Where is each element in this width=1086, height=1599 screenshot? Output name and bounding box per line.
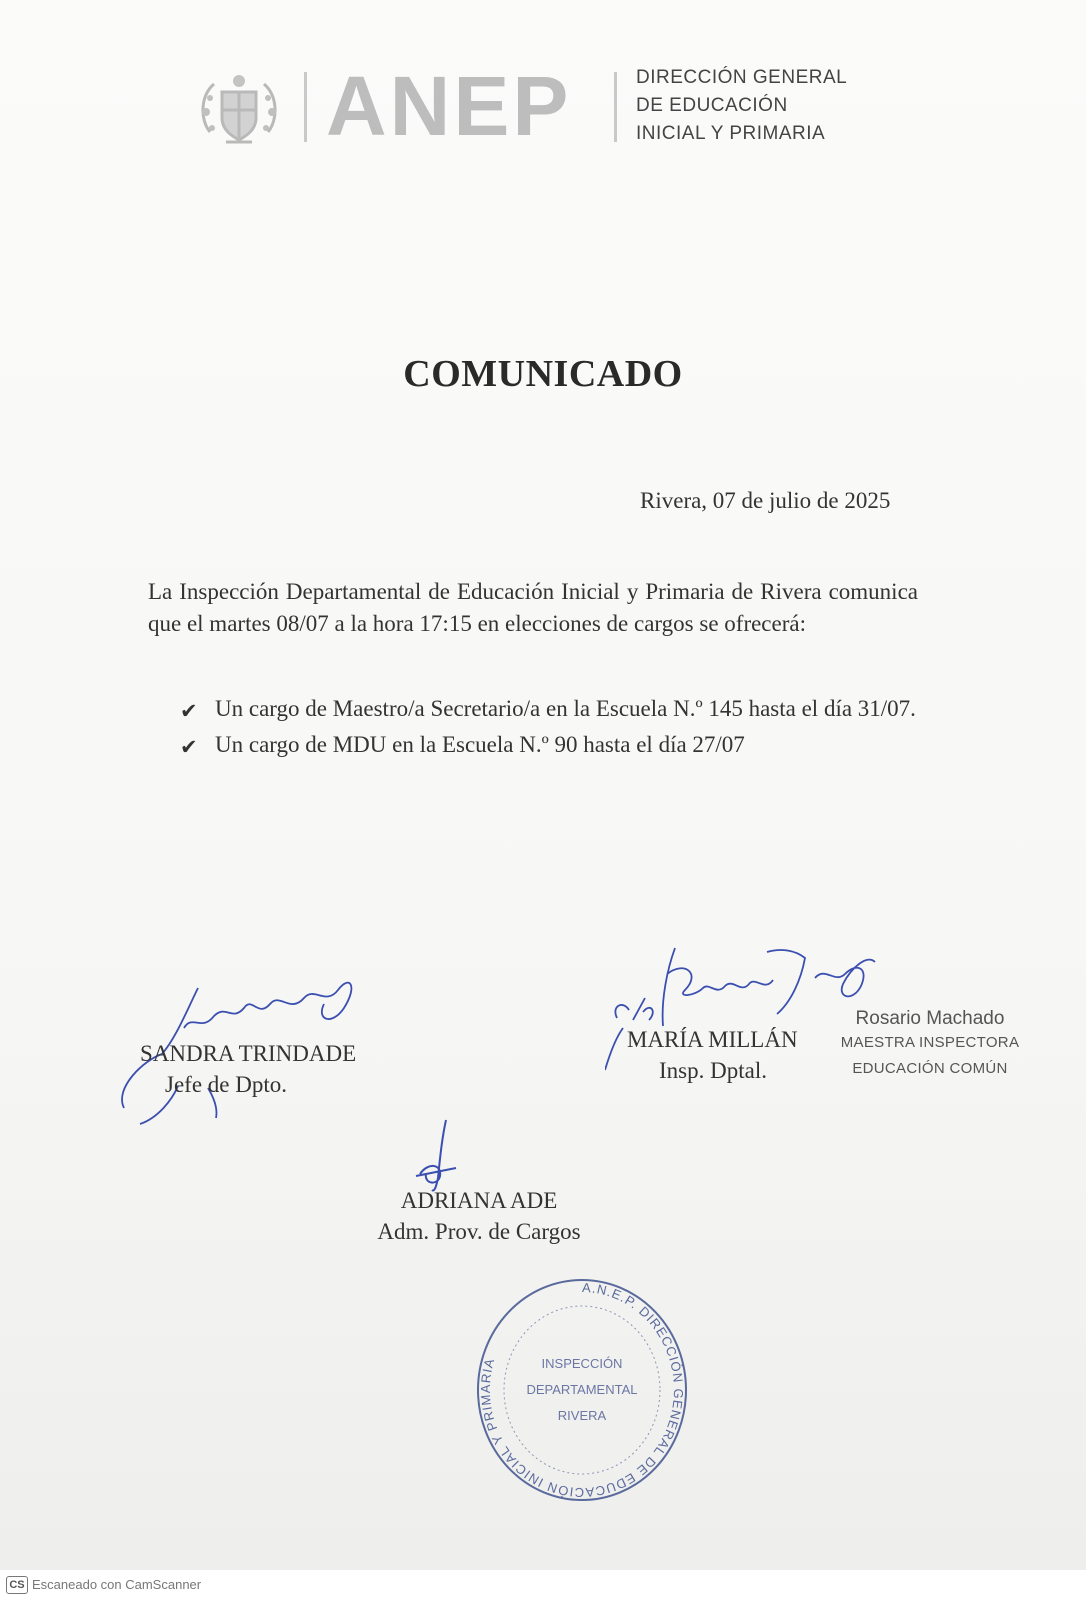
checkmark-icon: ✔ xyxy=(180,699,198,723)
institution-line: INICIAL Y PRIMARIA xyxy=(636,123,826,144)
signer-millan xyxy=(627,1024,798,1086)
list-item-text: Un cargo de MDU en la Escuela N.º 90 hasta el día 27/07 xyxy=(215,732,745,757)
signer-name: SANDRA TRINDADE xyxy=(140,1041,357,1066)
stamp-name: Rosario Machado xyxy=(855,1008,1005,1029)
checkmark-icon: ✔ xyxy=(180,735,198,759)
letterhead xyxy=(196,59,896,158)
stamp-role: MAESTRA INSPECTORA xyxy=(840,1034,1020,1051)
list-item-text: Un cargo de Maestro/a Secretario/a en la Escuela N.º 145 hasta el día 31/07. xyxy=(215,696,916,721)
signer-ade xyxy=(364,1185,594,1247)
document-date: Rivera, 07 de julio de 2025 xyxy=(640,488,891,513)
seal-center-line: DEPARTAMENTAL xyxy=(526,1382,638,1397)
signer-trindade xyxy=(140,1038,356,1100)
seal-ring-text: A.N.E.P. DIRECCIÓN GENERAL DE EDUCACIÓN INICIAL Y PRIMARIA xyxy=(477,1279,687,1501)
header-divider xyxy=(304,72,307,142)
body-paragraph: La Inspección Departamental de Educación Inicial y Primaria de Rivera comunica que el martes 08/07 a la hora 17:15 en elecciones de cargos se ofrecerá: xyxy=(148,579,918,636)
coat-of-arms-icon xyxy=(196,72,282,152)
header-divider xyxy=(614,72,617,142)
signer-name: MARÍA MILLÁN xyxy=(627,1027,798,1052)
signer-name: ADRIANA ADE xyxy=(400,1188,558,1213)
camscanner-icon: CS xyxy=(6,1576,28,1594)
document-title: COMUNICADO xyxy=(403,353,683,395)
seal-center-line: INSPECCIÓN xyxy=(541,1356,623,1371)
scanner-footer xyxy=(0,1570,1086,1599)
name-stamp-machado xyxy=(840,1008,1020,1082)
offer-list xyxy=(180,693,920,765)
signature-ade xyxy=(412,1118,462,1193)
official-seal xyxy=(472,1272,692,1502)
institution-line: DIRECCIÓN GENERAL xyxy=(636,67,848,88)
list-item xyxy=(180,729,920,761)
stamp-role: EDUCACIÓN COMÚN xyxy=(852,1060,1008,1077)
signer-role: Insp. Dptal. xyxy=(659,1058,767,1083)
logo-text: ANEP xyxy=(326,59,572,153)
seal-center-line: RIVERA xyxy=(557,1408,607,1423)
list-item xyxy=(180,693,920,725)
scanner-label: Escaneado con CamScanner xyxy=(32,1577,202,1592)
signer-role: Adm. Prov. de Cargos xyxy=(377,1219,581,1244)
institution-line: DE EDUCACIÓN xyxy=(636,95,788,116)
signer-role: Jefe de Dpto. xyxy=(165,1072,287,1097)
institution-name xyxy=(636,64,847,148)
